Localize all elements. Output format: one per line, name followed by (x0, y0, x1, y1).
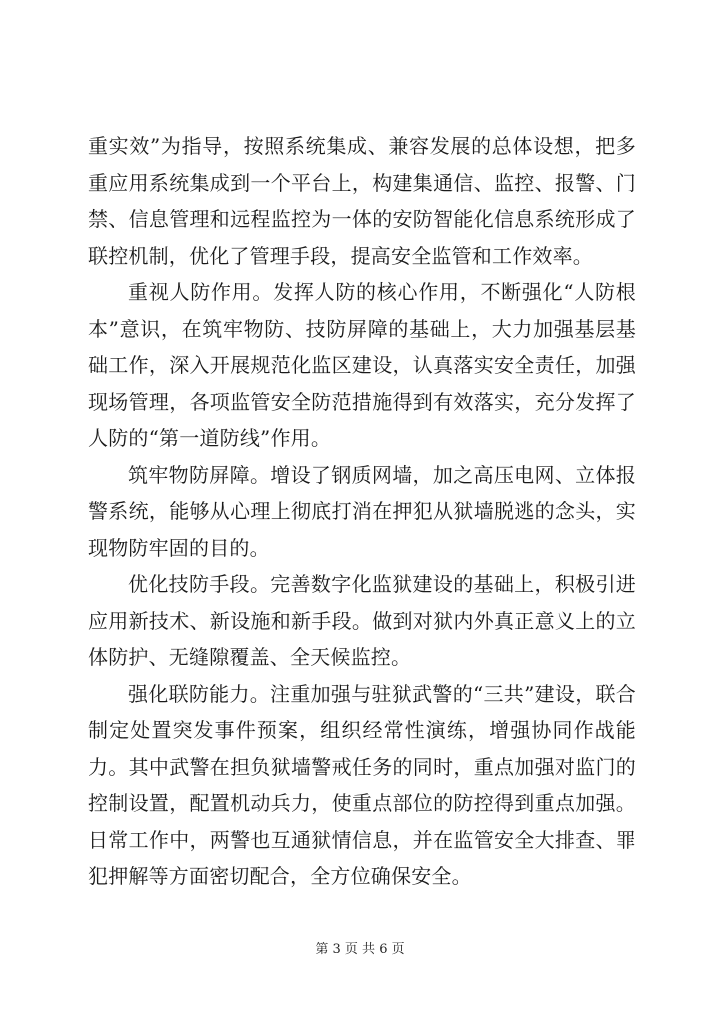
paragraph-physical-defense: 筑牢物防屏障。增设了钢质网墙，加之高压电网、立体报警系统，能够从心理上彻底打消在押犯从狱墙脱逃的念头，实现物防牢固的目的。 (88, 462, 636, 560)
paragraph-human-defense: 重视人防作用。发挥人防的核心作用，不断强化“人防根本”意识，在筑牢物防、技防屏障的基础上，大力加强基层基础工作，深入开展规范化监区建设，认真落实安全责任，加强现场管理，各项监管安全防范措施得到有效落实，充分发挥了人防的“第一道防线”作用。 (88, 280, 636, 450)
document-body (88, 128, 636, 895)
paragraph-technical-defense: 优化技防手段。完善数字化监狱建设的基础上，积极引进应用新技术、新设施和新手段。做到对狱内外真正意义上的立体防护、无缝隙覆盖、全天候监控。 (88, 572, 636, 669)
page-number-footer: 第 3 页 共 6 页 (315, 942, 405, 957)
paragraph-system-integration: 重实效”为指导，按照系统集成、兼容发展的总体设想，把多重应用系统集成到一个平台上，构建集通信、监控、报警、门禁、信息管理和远程监控为一体的安防智能化信息系统形成了联控机制，优化了管理手段，提高安全监管和工作效率。 (88, 134, 636, 268)
paragraph-joint-defense: 强化联防能力。注重加强与驻狱武警的“三共”建设，联合制定处置突发事件预案，组织经常性演练，增强协同作战能力。其中武警在担负狱墙警戒任务的同时，重点加强对监门的控制设置，配置机动兵力，使重点部位的防控得到重点加强。日常工作中，两警也互通狱情信息，并在监管安全大排查、罪犯押解等方面密切配合，全方位确保安全。 (88, 681, 636, 888)
